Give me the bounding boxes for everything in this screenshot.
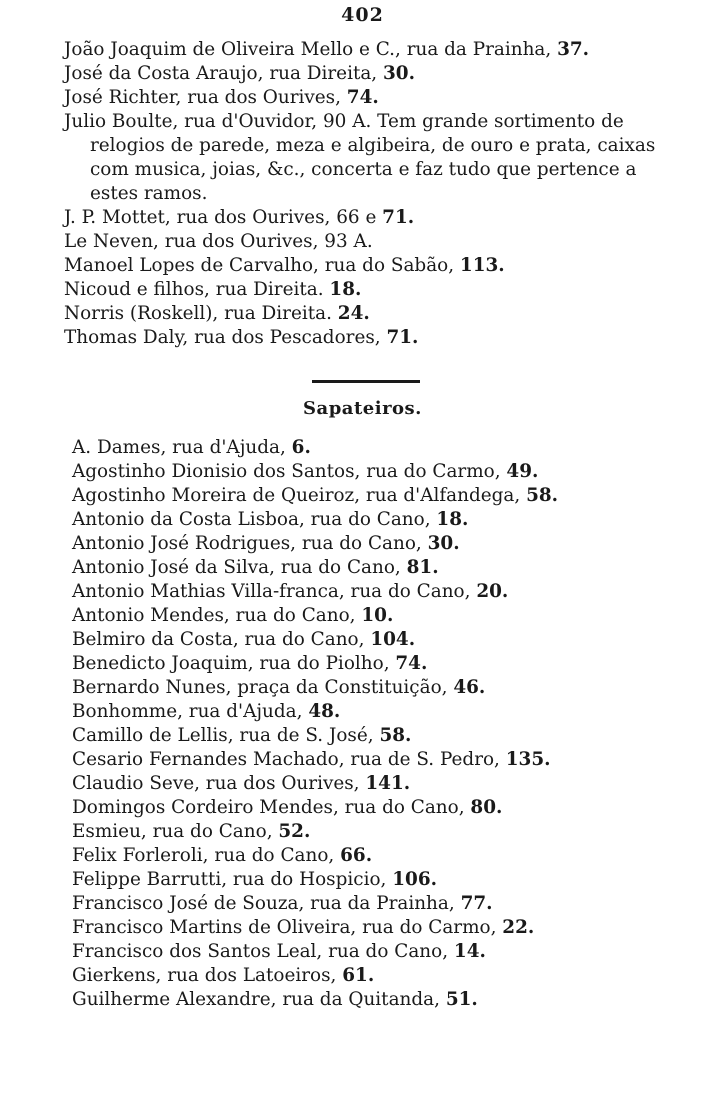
directory-entry [64,230,664,254]
directory-entry [64,254,664,278]
entry-street-number: 6. [291,437,311,458]
directory-entry [72,604,672,628]
entry-street-number: 10. [361,605,394,626]
entry-street-number: 37. [557,39,590,60]
entry-text: Bernardo Nunes, praça da Constituição, [72,677,454,698]
directory-entry [72,844,672,868]
entry-street-number: 51. [445,989,478,1010]
entry-text: Francisco Martins de Oliveira, rua do Carmo, [72,917,503,938]
directory-entry [72,652,672,676]
entry-street-number: 81. [406,557,439,578]
directory-list-relojoeiros [64,38,664,350]
entry-text: Felippe Barrutti, rua do Hospicio, [72,869,393,890]
directory-entry [72,940,672,964]
directory-entry [64,86,664,110]
directory-entry [72,436,672,460]
entry-street-number: 58. [379,725,412,746]
page-number: 402 [341,4,384,26]
entry-street-number: 14. [453,941,486,962]
entry-street-number: 113. [459,255,505,276]
directory-entry [72,628,672,652]
entry-street-number: 74. [395,653,428,674]
entry-street-number: 18. [436,509,469,530]
entry-street-number: 46. [453,677,486,698]
entry-street-number: 22. [502,917,535,938]
entry-text: Le Neven, rua dos Ourives, 93 A. [64,231,373,252]
entry-text: Esmieu, rua do Cano, [72,821,279,842]
entry-text: A. Dames, rua d'Ajuda, [72,437,292,458]
directory-entry [64,62,664,86]
entry-street-number: 30. [427,533,460,554]
directory-entry [72,580,672,604]
entry-street-number: 135. [505,749,551,770]
entry-text: Benedicto Joaquim, rua do Piolho, [72,653,396,674]
directory-entry [64,278,664,302]
section-divider [312,380,420,383]
entry-text: Thomas Daly, rua dos Pescadores, [64,327,387,348]
directory-entry [72,460,672,484]
directory-entry [72,556,672,580]
entry-text: Cesario Fernandes Machado, rua de S. Pedro, [72,749,506,770]
entry-text: Julio Boulte, rua d'Ouvidor, 90 A. Tem grande sortimento de relogios de parede, meza e algibeira, de ouro e prata, caixas com musica, joias, &c., concerta e faz tudo que pertence a estes ramos. [64,111,656,204]
entry-text: Francisco dos Santos Leal, rua do Cano, [72,941,454,962]
entry-text: Antonio Mathias Villa-franca, rua do Cano, [72,581,477,602]
entry-text: Guilherme Alexandre, rua da Quitanda, [72,989,446,1010]
entry-text: João Joaquim de Oliveira Mello e C., rua da Prainha, [64,39,558,60]
entry-street-number: 141. [365,773,411,794]
entry-text: Camillo de Lellis, rua de S. José, [72,725,380,746]
directory-entry [64,206,664,230]
entry-street-number: 71. [386,327,419,348]
entry-street-number: 58. [526,485,559,506]
entry-text: Agostinho Moreira de Queiroz, rua d'Alfandega, [72,485,527,506]
entry-text: Domingos Cordeiro Mendes, rua do Cano, [72,797,471,818]
directory-entry [72,916,672,940]
entry-street-number: 49. [506,461,539,482]
directory-entry [72,676,672,700]
entry-street-number: 106. [392,869,438,890]
directory-entry [72,508,672,532]
entry-street-number: 20. [476,581,509,602]
entry-street-number: 71. [382,207,415,228]
entry-text: Bonhomme, rua d'Ajuda, [72,701,309,722]
entry-text: J. P. Mottet, rua dos Ourives, 66 e [64,207,383,228]
directory-entry [64,302,664,326]
directory-entry [72,772,672,796]
entry-street-number: 48. [308,701,341,722]
entry-text: Belmiro da Costa, rua do Cano, [72,629,371,650]
entry-street-number: 66. [340,845,373,866]
entry-street-number: 52. [278,821,311,842]
entry-text: José Richter, rua dos Ourives, [64,87,347,108]
entry-street-number: 30. [383,63,415,84]
entry-street-number: 74. [346,87,379,108]
entry-text: Agostinho Dionisio dos Santos, rua do Carmo, [72,461,507,482]
directory-entry [72,484,672,508]
entry-text: Claudio Seve, rua dos Ourives, [72,773,366,794]
directory-entry [72,700,672,724]
directory-list-sapateiros [72,436,672,1012]
entry-text: Antonio da Costa Lisboa, rua do Cano, [72,509,437,530]
entry-text: Nicoud e filhos, rua Direita. [64,279,330,300]
entry-text: Antonio José da Silva, rua do Cano, [72,557,407,578]
directory-entry [72,820,672,844]
entry-street-number: 104. [370,629,416,650]
entry-text: Norris (Roskell), rua Direita. [64,303,338,324]
section-heading: Sapateiros. [303,398,422,419]
directory-entry [72,748,672,772]
entry-text: Antonio Mendes, rua do Cano, [72,605,362,626]
directory-entry [72,868,672,892]
entry-text: Antonio José Rodrigues, rua do Cano, [72,533,428,554]
directory-entry [72,892,672,916]
directory-entry [72,796,672,820]
directory-entry [72,532,672,556]
entry-street-number: 18. [329,279,362,300]
entry-text: Felix Forleroli, rua do Cano, [72,845,341,866]
entry-text: Manoel Lopes de Carvalho, rua do Sabão, [64,255,460,276]
entry-text: Gierkens, rua dos Latoeiros, [72,965,343,986]
directory-entry [72,724,672,748]
directory-entry [64,110,682,206]
entry-street-number: 24. [337,303,370,324]
directory-entry [64,326,664,350]
entry-street-number: 61. [342,965,375,986]
entry-text: José da Costa Araujo, rua Direita, [64,63,383,84]
directory-entry [72,964,672,988]
entry-street-number: 80. [470,797,503,818]
entry-text: Francisco José de Souza, rua da Prainha, [72,893,461,914]
entry-street-number: 77. [460,893,493,914]
directory-entry [64,38,664,62]
directory-entry [72,988,672,1012]
